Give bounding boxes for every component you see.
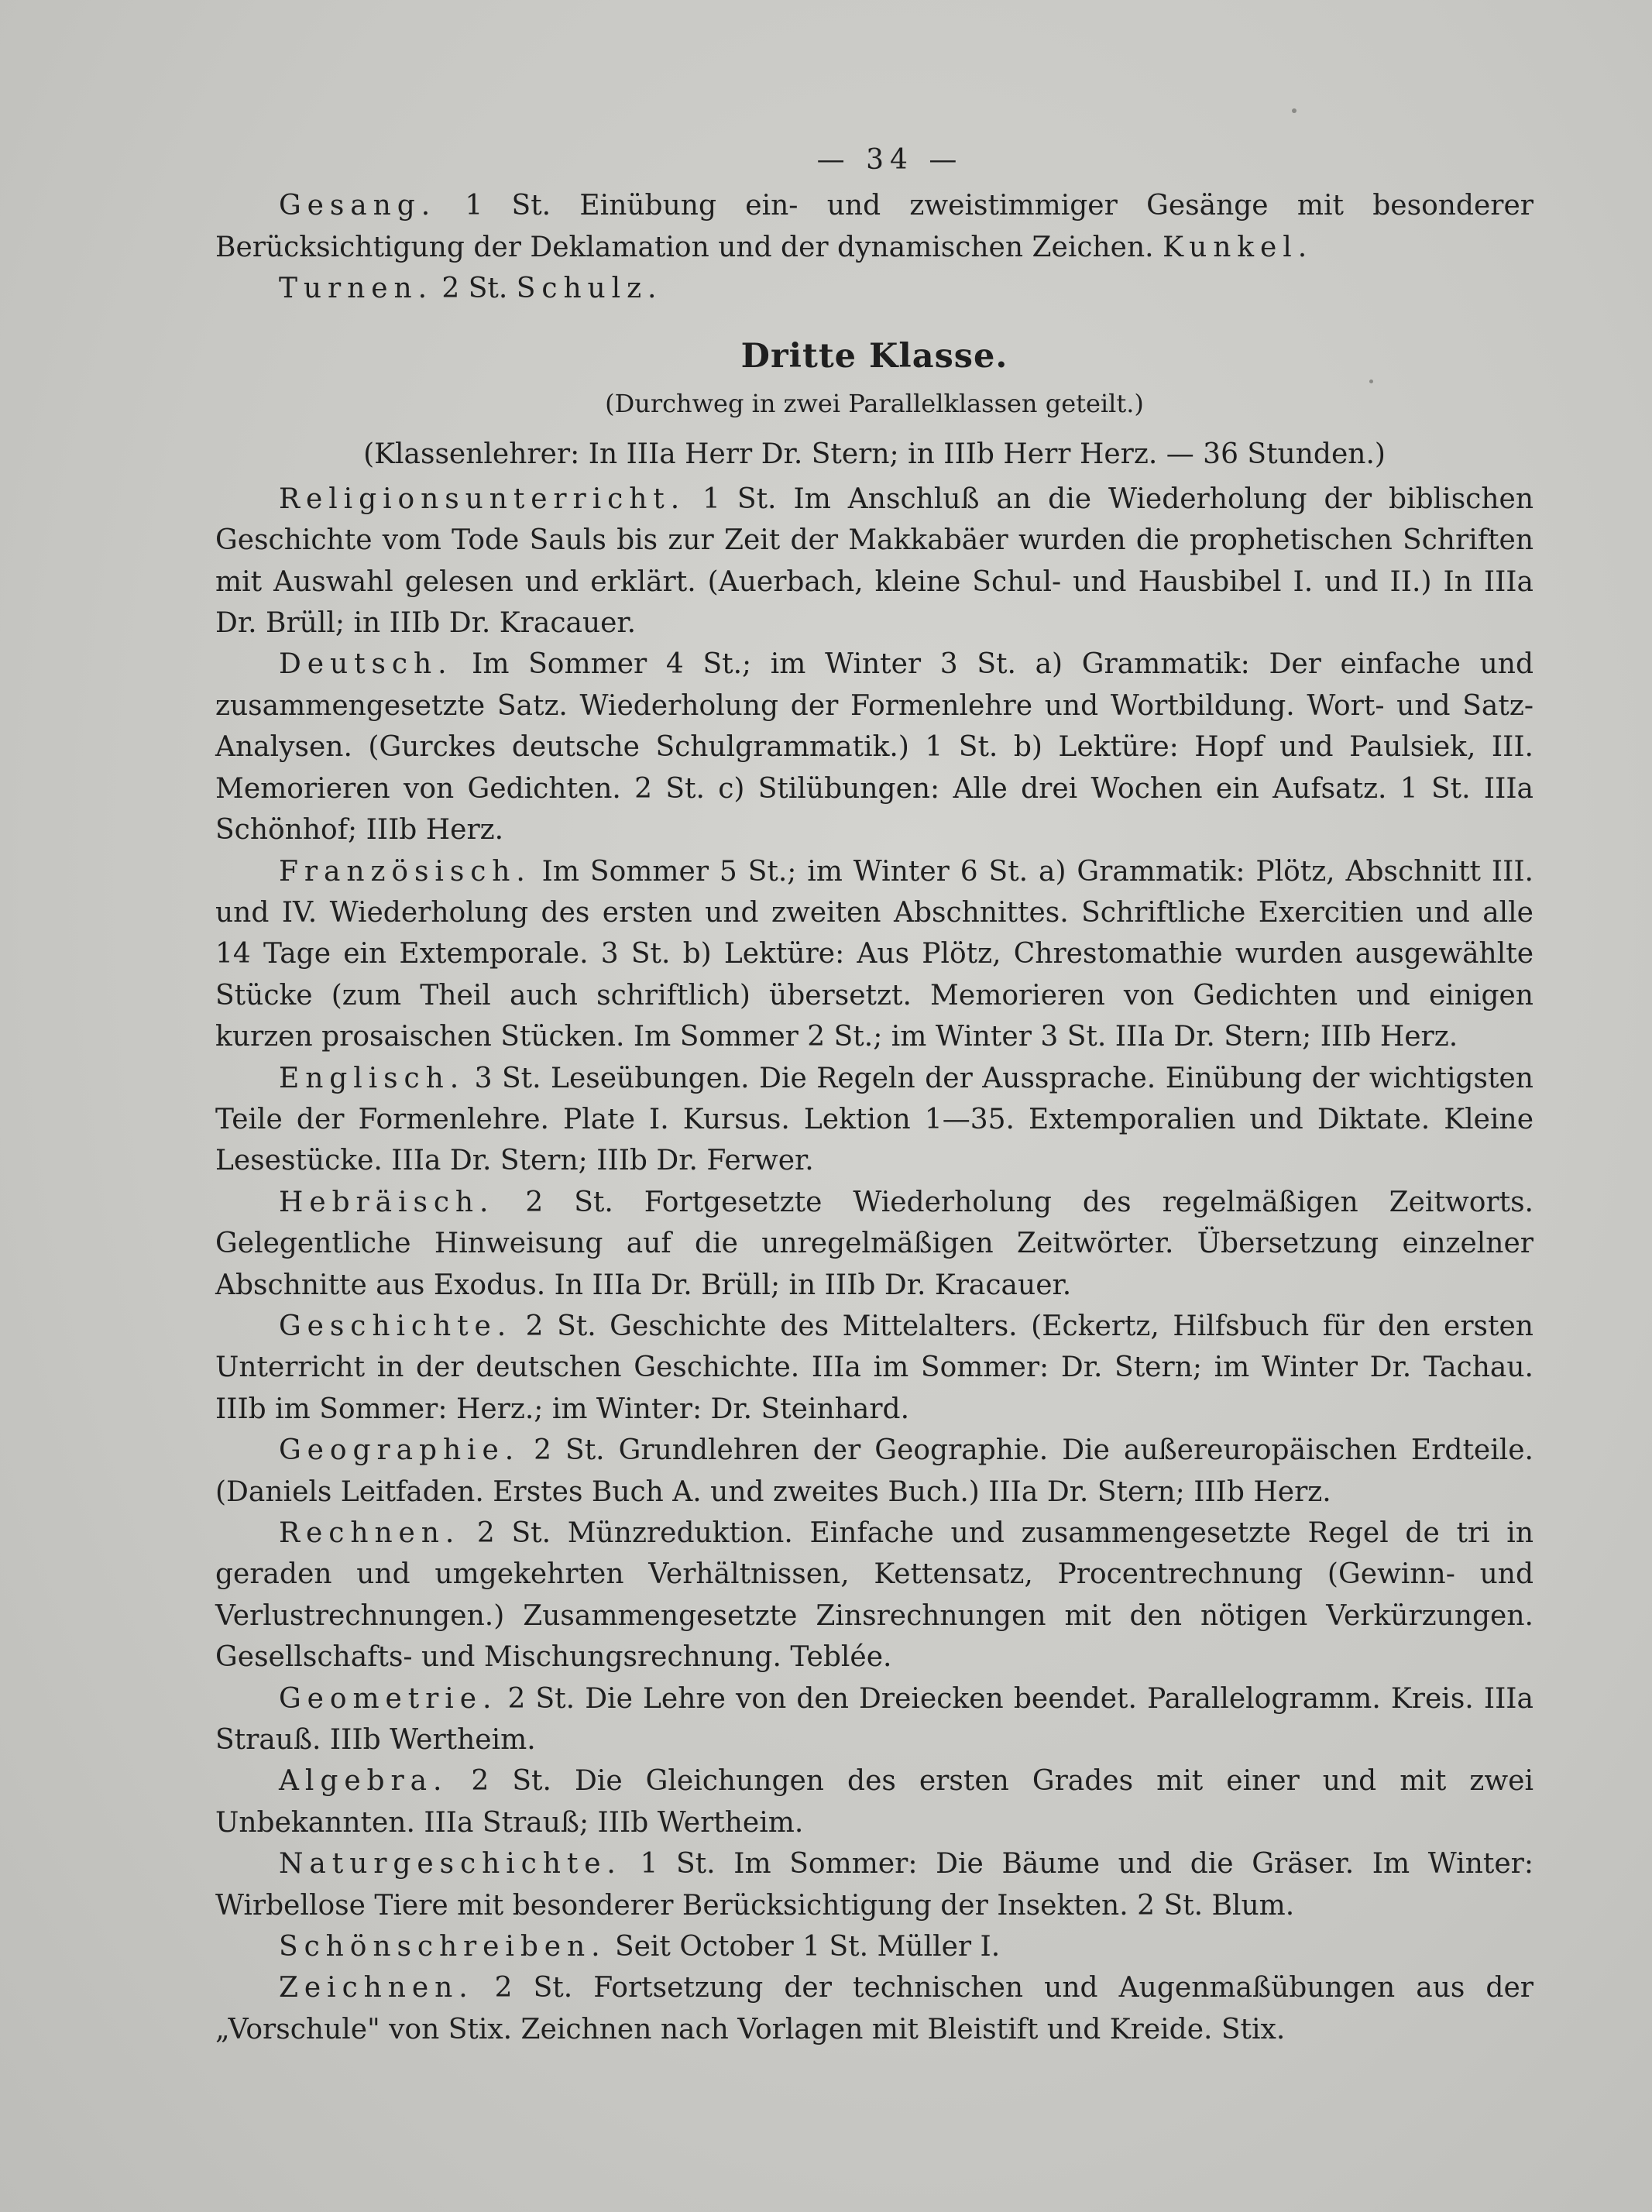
subject-gesang: Gesang. <box>279 190 437 222</box>
subject-hebraeisch: Hebräisch. <box>279 1186 495 1218</box>
text-religion: 1 St. Im Anschluß an die Wiederholung der biblischen Geschichte vom Tode Sauls bis zur Zeit der Makkabäer wurden die prophetischen Schriften mit Auswahl gelesen und erklärt. (Auerbach, kleine Schul- und Hausbibel I. und II.) In IIIa Dr. Brüll; in IIIb Dr. Kracauer. <box>215 483 1534 640</box>
klassenlehrer-line: (Klassenlehrer: In IIIa Herr Dr. Stern; in IIIb Herr Herz. — 36 Stunden.) <box>363 438 1386 471</box>
paragraph-geometrie <box>215 1678 1534 1761</box>
paragraph-geschichte <box>215 1306 1534 1430</box>
subject-geschichte: Geschichte. <box>279 1310 513 1342</box>
subject-englisch: Englisch. <box>279 1062 465 1094</box>
paragraph-naturgeschichte <box>215 1843 1534 1926</box>
subject-rechnen: Rechnen. <box>279 1517 461 1549</box>
subject-deutsch: Deutsch. <box>279 648 453 681</box>
text-zeichnen: 2 St. Fortsetzung der technischen und Augenmaßübungen aus der „Vorschule" von Stix. Zeichnen nach Vorlagen mit Bleistift und Kreide. Stix. <box>215 1972 1534 2045</box>
subject-franzoesisch: Französisch. <box>279 855 531 888</box>
text-geschichte: 2 St. Geschichte des Mittelalters. (Eckertz, Hilfsbuch für den ersten Unterricht in der deutschen Geschichte. IIIa im Sommer: Dr. Stern; im Winter Dr. Tachau. IIIb im Sommer: Herz.; im Winter: Dr. Steinhard. <box>215 1310 1534 1425</box>
text-rechnen: 2 St. Münzreduktion. Einfache und zusammengesetzte Regel de tri in geraden und umgekehrten Verhältnissen, Kettensatz, Procentrechnung (Gewinn- und Verlustrechnungen.) Zusammengesetzte Zinsrechnungen mit den nötigen Verkürzungen. Gesellschafts- und Mischungsrechnung. Teblée. <box>215 1517 1534 1674</box>
subject-turnen: Turnen. <box>279 273 433 305</box>
paragraph-hebraeisch <box>215 1182 1534 1306</box>
text-englisch: 3 St. Leseübungen. Die Regeln der Aussprache. Einübung der wichtigsten Teile der Formenlehre. Plate I. Kursus. Lektion 1—35. Extemporalien und Diktate. Kleine Lesestücke. IIIa Dr. Stern; IIIb Dr. Ferwer. <box>215 1062 1534 1177</box>
text-deutsch: Im Sommer 4 St.; im Winter 3 St. a) Grammatik: Der einfache und zusammengesetzte Satz. Wiederholung der Formenlehre und Wortbildung. Wort- und Satz-Analysen. (Gurckes deutsche Schulgrammatik.) 1 St. b) Lektüre: Hopf und Paulsiek, III. Memorieren von Gedichten. 2 St. c) Stilübungen: Alle drei Wochen ein Aufsatz. 1 St. IIIa Schönhof; IIIb Herz. <box>215 648 1534 847</box>
text-algebra: 2 St. Die Gleichungen des ersten Grades mit einer und mit zwei Unbekannten. IIIa Strauß; IIIb Wertheim. <box>215 1765 1534 1839</box>
section-heading: Dritte Klasse. <box>740 336 1008 376</box>
paragraph-deutsch <box>215 644 1534 850</box>
subject-schoenschreiben: Schönschreiben. <box>279 1931 606 1963</box>
text-turnen: 2 St. <box>432 273 517 305</box>
text-gesang: 1 St. Einübung ein- und zweistimmiger Gesänge mit besonderer Berücksichtigung der Deklamation und der dynamischen Zeichen. <box>215 190 1534 263</box>
paragraph-schoenschreiben <box>215 1926 1534 1967</box>
page-number: — 34 — <box>816 144 963 176</box>
paragraph-geographie <box>215 1430 1534 1513</box>
text-hebraeisch: 2 St. Fortgesetzte Wiederholung des regelmäßigen Zeitworts. Gelegentliche Hinweisung auf die unregelmäßigen Zeitwörter. Übersetzung einzelner Abschnitte aus Exodus. In IIIa Dr. Brüll; in IIIb Dr. Kracauer. <box>215 1186 1534 1301</box>
page-text <box>215 139 1534 2050</box>
subject-religion: Religionsunterricht. <box>279 483 686 515</box>
paragraph-franzoesisch <box>215 851 1534 1058</box>
subject-zeichnen: Zeichnen. <box>279 1972 474 2004</box>
teacher-turnen: Schulz. <box>516 273 663 305</box>
subject-geometrie: Geometrie. <box>279 1682 498 1715</box>
dust-speck <box>1292 108 1297 113</box>
text-geographie: 2 St. Grundlehren der Geographie. Die außereuropäischen Erdteile. (Daniels Leitfaden. Erstes Buch A. und zweites Buch.) IIIa Dr. Stern; IIIb Herz. <box>215 1434 1534 1508</box>
text-naturgeschichte: 1 St. Im Sommer: Die Bäume und die Gräser. Im Winter: Wirbellose Tiere mit besonderer Berücksichtigung der Insekten. 2 St. Blum. <box>215 1848 1534 1922</box>
section-subnote: (Durchweg in zwei Parallelklassen geteilt.) <box>605 389 1144 419</box>
subject-algebra: Algebra. <box>279 1765 448 1798</box>
paragraph-religion <box>215 479 1534 644</box>
subject-geographie: Geographie. <box>279 1434 520 1467</box>
text-geometrie: 2 St. Die Lehre von den Dreiecken beendet. Parallelogramm. Kreis. IIIa Strauß. IIIb Wertheim. <box>215 1682 1534 1757</box>
subject-naturgeschichte: Naturgeschichte. <box>279 1848 622 1881</box>
paragraph-turnen <box>215 268 1534 309</box>
paragraph-rechnen <box>215 1513 1534 1678</box>
teacher-gesang: Kunkel. <box>1163 231 1314 263</box>
paragraph-zeichnen <box>215 1967 1534 2050</box>
text-schoenschreiben: Seit October 1 St. Müller I. <box>606 1931 1001 1963</box>
text-franzoesisch: Im Sommer 5 St.; im Winter 6 St. a) Grammatik: Plötz, Abschnitt III. und IV. Wiederholung des ersten und zweiten Abschnittes. Schriftliche Exercitien und alle 14 Tage ein Extemporale. 3 St. b) Lektüre: Aus Plötz, Chrestomathie wurden ausgewählte Stücke (zum Theil auch schriftlich) übersetzt. Memorieren von Gedichten und einigen kurzen prosaischen Stücken. Im Sommer 2 St.; im Winter 3 St. IIIa Dr. Stern; IIIb Herz. <box>215 855 1534 1053</box>
paragraph-gesang <box>215 185 1534 268</box>
paragraph-englisch <box>215 1058 1534 1182</box>
paragraph-algebra <box>215 1760 1534 1843</box>
